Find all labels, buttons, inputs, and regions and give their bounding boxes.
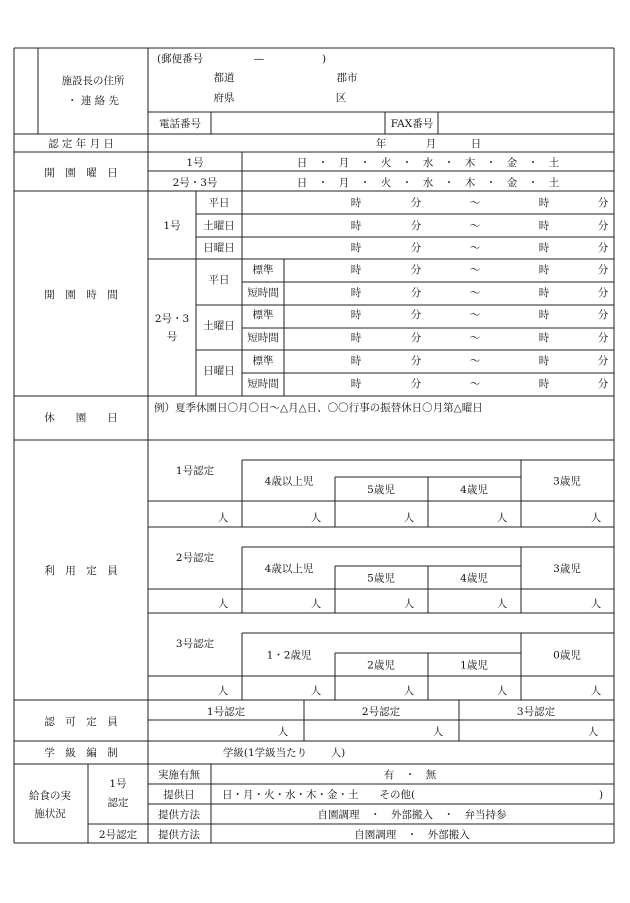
hours-day: 日曜日 [203, 242, 235, 254]
licensed-unit: 人 [587, 726, 599, 738]
meals-serve-label: 提供日 [163, 789, 195, 801]
capacity-group: 4歳以上児 [264, 475, 314, 488]
capacity-block-title: 1号認定 [175, 465, 215, 477]
class-text: 学級(1学級当たり [222, 747, 308, 759]
meals-method-value: 自園調理 ・ 外部搬入 [354, 829, 470, 841]
type23-row-min: 分 [410, 309, 422, 321]
type23-row-min: 分 [410, 287, 422, 299]
meals-type1: 1号 [109, 778, 127, 790]
type23-row-hour2: 時 [538, 332, 550, 344]
postal-close: ) [321, 53, 327, 65]
address-label: 施設長の住所 [61, 75, 125, 87]
capacity-unit: 人 [496, 598, 508, 610]
capacity-unit: 人 [310, 685, 322, 697]
type1-row-min: 分 [410, 242, 422, 254]
type23-row-tilde: 〜 [469, 355, 481, 367]
short-label: 短時間 [247, 378, 279, 390]
type23-row-min: 分 [410, 332, 422, 344]
meals-method-value: 自園調理 ・ 外部搬入 ・ 弁当持参 [317, 809, 507, 821]
capacity-group: 4歳以上児 [264, 563, 314, 575]
type23-row-hour: 時 [350, 309, 362, 321]
type1-row-min2: 分 [597, 242, 609, 254]
phone-label: 電話番号 [159, 118, 201, 130]
year-unit: 年 [375, 138, 387, 150]
meals-type2: 2号認定 [98, 829, 138, 841]
licensed-col: 1号認定 [206, 706, 246, 718]
licensed-unit: 人 [432, 726, 444, 738]
type23-row-hour: 時 [350, 287, 362, 299]
type23-row-tilde: 〜 [469, 378, 481, 390]
capacity-unit: 人 [403, 512, 415, 524]
type23-row-tilde: 〜 [469, 287, 481, 299]
open-hours-label: 開 園 時 間 [44, 289, 118, 301]
hours-type23: 2号・3 [154, 313, 190, 325]
meals-label: 給食の実 [29, 790, 71, 802]
open-days-label: 開 園 曜 日 [44, 167, 118, 179]
type23-row-hour: 時 [350, 378, 362, 390]
type23-row-hour: 時 [350, 264, 362, 276]
capacity-unit: 人 [496, 512, 508, 524]
capacity-sub: 4歳児 [460, 572, 488, 585]
short-label: 短時間 [247, 332, 279, 344]
postal-label: (郵便番号 [157, 53, 204, 65]
capacity-group: 1・2歳児 [266, 649, 312, 662]
licensed-unit: 人 [277, 726, 289, 738]
capacity-unit: 人 [217, 685, 229, 697]
capacity-sub: 5歳児 [367, 572, 395, 585]
capacity-unit: 人 [217, 512, 229, 524]
capacity-block-title: 2号認定 [175, 552, 215, 564]
open-days-values: 日 ・ 月 ・ 火 ・ 水 ・ 木 ・ 金 ・ 土 [296, 157, 560, 169]
class-close: 人) [330, 747, 346, 759]
licensed-label: 認 可 定 員 [44, 716, 118, 728]
capacity-unit: 人 [403, 598, 415, 610]
type23-row-hour2: 時 [538, 378, 550, 390]
capacity-right: 3歳児 [553, 475, 581, 488]
type23-row-hour2: 時 [538, 264, 550, 276]
capacity-unit: 人 [496, 685, 508, 697]
type1-row-hour: 時 [350, 242, 362, 254]
type23-row-hour: 時 [350, 332, 362, 344]
capacity-sub: 1歳児 [460, 659, 488, 672]
type1-row-tilde: 〜 [469, 220, 481, 232]
capacity-unit: 人 [590, 512, 602, 524]
type23-row-min2: 分 [597, 332, 609, 344]
type23-row-min2: 分 [597, 309, 609, 321]
capacity-unit: 人 [217, 598, 229, 610]
day-unit: 日 [470, 138, 482, 150]
approval-date-label: 認 定 年 月 日 [48, 138, 114, 150]
capacity-sub: 5歳児 [367, 484, 395, 496]
pref-label: 府県 [213, 92, 235, 104]
type1-row-hour: 時 [350, 220, 362, 232]
meals-impl-label: 実施有無 [158, 769, 200, 781]
type1-row-tilde: 〜 [469, 242, 481, 254]
month-unit: 月 [425, 138, 437, 150]
hours-day: 平日 [208, 274, 230, 286]
type1-row-min2: 分 [597, 220, 609, 232]
type23-row-tilde: 〜 [469, 264, 481, 276]
hours-type1: 1号 [163, 220, 181, 232]
class-label: 学 級 編 制 [44, 747, 118, 759]
type23-row-min: 分 [410, 378, 422, 390]
hours-type23: 号 [166, 331, 178, 343]
type23-row-tilde: 〜 [469, 332, 481, 344]
city-label: 郡市 [336, 72, 358, 84]
type1-row-min2: 分 [597, 197, 609, 209]
city-label: 区 [335, 92, 347, 104]
type23-row-min2: 分 [597, 264, 609, 276]
licensed-col: 2号認定 [361, 706, 401, 718]
closed-days-label: 休 園 日 [44, 412, 118, 424]
fax-label: FAX番号 [390, 118, 434, 130]
hours-day: 土曜日 [203, 320, 235, 332]
capacity-unit: 人 [590, 685, 602, 697]
capacity-block-title: 3号認定 [175, 638, 215, 650]
capacity-right: 3歳児 [553, 563, 581, 575]
meals-type1: 認定 [107, 797, 129, 809]
pref-label: 都道 [213, 72, 235, 84]
open-days-type: 2号・3号 [172, 177, 218, 189]
postal-dash: — [253, 53, 265, 65]
type23-row-min: 分 [410, 264, 422, 276]
hours-day: 日曜日 [203, 365, 235, 377]
hours-day: 平日 [208, 197, 230, 209]
meals-serve-close: ) [598, 789, 604, 801]
closed-days-example: 例）夏季休園日〇月〇日〜△月△日、〇〇行事の振替休日〇月第△曜日 [154, 402, 483, 414]
meals-impl-value: 有 ・ 無 [383, 769, 437, 781]
standard-label: 標準 [252, 264, 274, 276]
open-days-values: 日 ・ 月 ・ 火 ・ 水 ・ 木 ・ 金 ・ 土 [296, 177, 560, 189]
hours-day: 土曜日 [203, 220, 235, 232]
type23-row-hour2: 時 [538, 355, 550, 367]
type23-row-min2: 分 [597, 287, 609, 299]
capacity-unit: 人 [310, 512, 322, 524]
capacity-right: 0歳児 [553, 649, 581, 662]
form-texts [29, 52, 609, 841]
meals-label: 施状況 [34, 808, 66, 820]
capacity-unit: 人 [590, 598, 602, 610]
type23-row-min2: 分 [597, 378, 609, 390]
meals-method-label: 提供方法 [158, 829, 200, 841]
type23-row-min2: 分 [597, 355, 609, 367]
capacity-unit: 人 [403, 685, 415, 697]
type23-row-hour2: 時 [538, 309, 550, 321]
address-label: ・ 連 絡 先 [66, 95, 120, 107]
short-label: 短時間 [247, 287, 279, 299]
type1-row-min: 分 [410, 197, 422, 209]
capacity-sub: 2歳児 [367, 659, 395, 672]
open-days-type: 1号 [186, 157, 204, 169]
meals-serve-value: 日・月・火・水・木・金・土 その他( [222, 789, 416, 801]
type1-row-hour: 時 [350, 197, 362, 209]
capacity-sub: 4歳児 [460, 484, 488, 496]
meals-method-label: 提供方法 [158, 809, 200, 821]
licensed-col: 3号認定 [516, 706, 556, 718]
type1-row-hour2: 時 [538, 242, 550, 254]
type1-row-min: 分 [410, 220, 422, 232]
type23-row-min: 分 [410, 355, 422, 367]
type23-row-hour: 時 [350, 355, 362, 367]
standard-label: 標準 [252, 355, 274, 367]
type23-row-hour2: 時 [538, 287, 550, 299]
type1-row-hour2: 時 [538, 220, 550, 232]
type23-row-tilde: 〜 [469, 309, 481, 321]
capacity-label: 利 用 定 員 [44, 565, 118, 577]
standard-label: 標準 [252, 309, 274, 321]
capacity-unit: 人 [310, 598, 322, 610]
type1-row-hour2: 時 [538, 197, 550, 209]
type1-row-tilde: 〜 [469, 197, 481, 209]
